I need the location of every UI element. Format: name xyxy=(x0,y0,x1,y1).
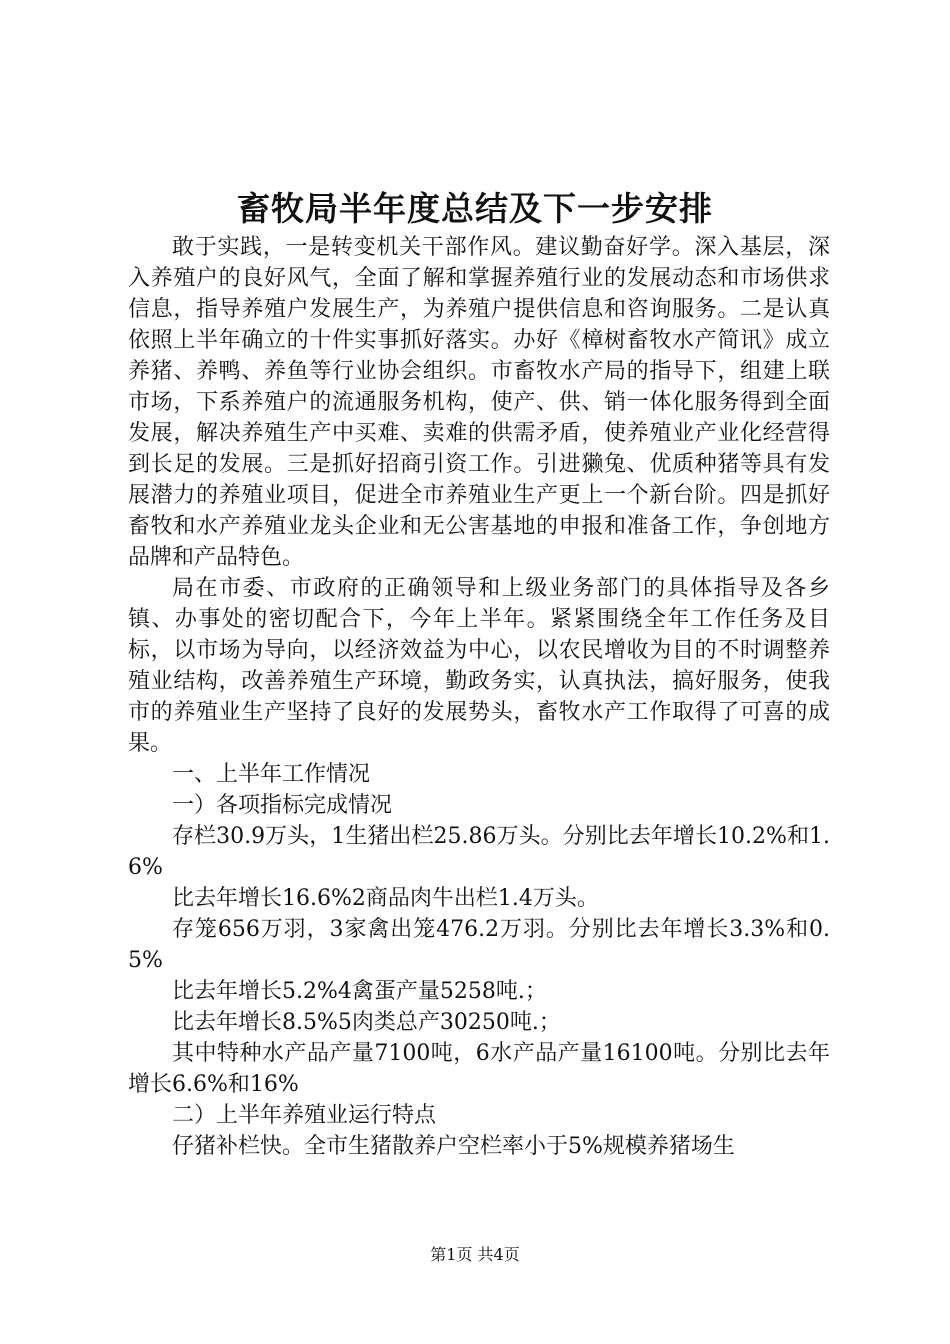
paragraph: 比去年增长8.5%5肉类总产30250吨.； xyxy=(172,1010,561,1035)
subsection-heading: 一）各项指标完成情况 xyxy=(172,793,393,818)
paragraph: 仔猪补栏快。全市生猪散养户空栏率小于5%规模养猪场生 xyxy=(172,1134,735,1159)
document-body xyxy=(128,232,830,1162)
paragraph: 敢于实践，一是转变机关干部作风。建议勤奋好学。深入基层，深入养殖户的良好风气，全面了解和掌握养殖行业的发展动态和市场供求信息，指导养殖户发展生产，为养殖户提供信息和咨询服务。二是认真依照上半年确立的十件实事抓好落实。办好《樟树畜牧水产简讯》成立养猪、养鸭、养鱼等行业协会组织。市畜牧水产局的指导下，组建上联市场，下系养殖户的流通服务机构，使产、供、销一体化服务得到全面发展，解决养殖生产中买难、卖难的供需矛盾，使养殖业产业化经营得到长足的发展。三是抓好招商引资工作。引进獭兔、优质种猪等具有发展潜力的养殖业项目，促进全市养殖业生产更上一个新台阶。四是抓好畜牧和水产养殖业龙头企业和无公害基地的申报和准备工作，争创地方品牌和产品特色。 xyxy=(128,235,830,570)
paragraph: 其中特种水产品产量7100吨，6水产品产量16100吨。分别比去年增长6.6%和16% xyxy=(128,1041,830,1097)
document-title: 畜牧局半年度总结及下一步安排 xyxy=(237,189,713,228)
paragraph: 存笼656万羽，3家禽出笼476.2万羽。分别比去年增长3.3%和0.5% xyxy=(128,917,830,973)
paragraph: 局在市委、市政府的正确领导和上级业务部门的具体指导及各乡镇、办事处的密切配合下，今年上半年。紧紧围绕全年工作任务及目标，以市场为导向，以经济效益为中心，以农民增收为目的不时调整养殖业结构，改善养殖生产环境，勤政务实，认真执法，搞好服务，使我市的养殖业生产坚持了良好的发展势头，畜牧水产工作取得了可喜的成果。 xyxy=(128,576,830,756)
page-footer: 第1页 共4页 xyxy=(430,1245,520,1264)
paragraph: 比去年增长5.2%4禽蛋产量5258吨.； xyxy=(172,979,547,1004)
paragraph: 存栏30.9万头，1生猪出栏25.86万头。分别比去年增长10.2%和1.6% xyxy=(128,824,830,880)
section-heading: 一、上半年工作情况 xyxy=(172,762,371,787)
subsection-heading: 二）上半年养殖业运行特点 xyxy=(172,1103,437,1128)
paragraph: 比去年增长16.6%2商品肉牛出栏1.4万头。 xyxy=(172,886,599,911)
